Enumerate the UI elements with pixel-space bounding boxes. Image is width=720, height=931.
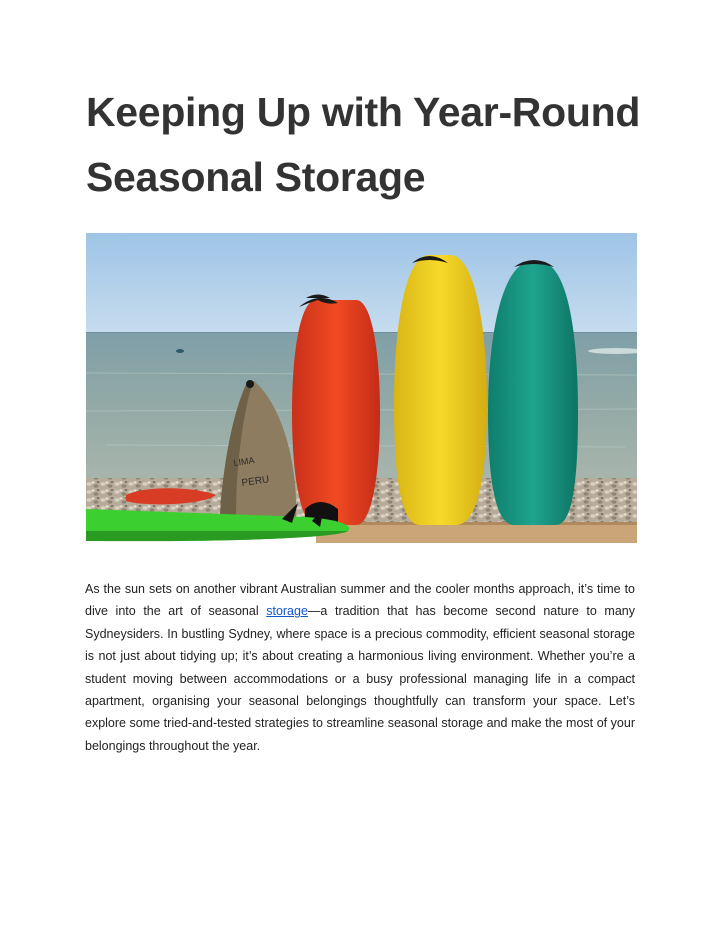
storage-link[interactable]: storage [266,604,308,619]
bag-text-lima: LIMA [232,455,256,468]
paragraph-text-end: —a tradition that has become second nature to many Sydneysiders. In bustling Sydney, where space is a precious commodity, efficient seasonal storage is not just about tidying up; it’s about creating a harmonious living environment. Whether you’re a student moving between accommodations or a busy professional managing life in a compact apartment, organising your seasonal belongings thoughtfully can transform your space. Let’s explore some tried-and-tested strategies to streamline seasonal storage and make the most of your belongings throughout the year. [85,604,635,753]
bag-text-peru: PERU [240,474,270,489]
page-title: Keeping Up with Year-Round Seasonal Storage [86,89,641,200]
intro-paragraph [85,578,635,757]
surfboards-photo [86,233,637,543]
paragraph-text-start: As the sun sets on another vibrant Australian summer and the cooler months approach, it’s time to dive into the art of seasonal [85,582,635,619]
